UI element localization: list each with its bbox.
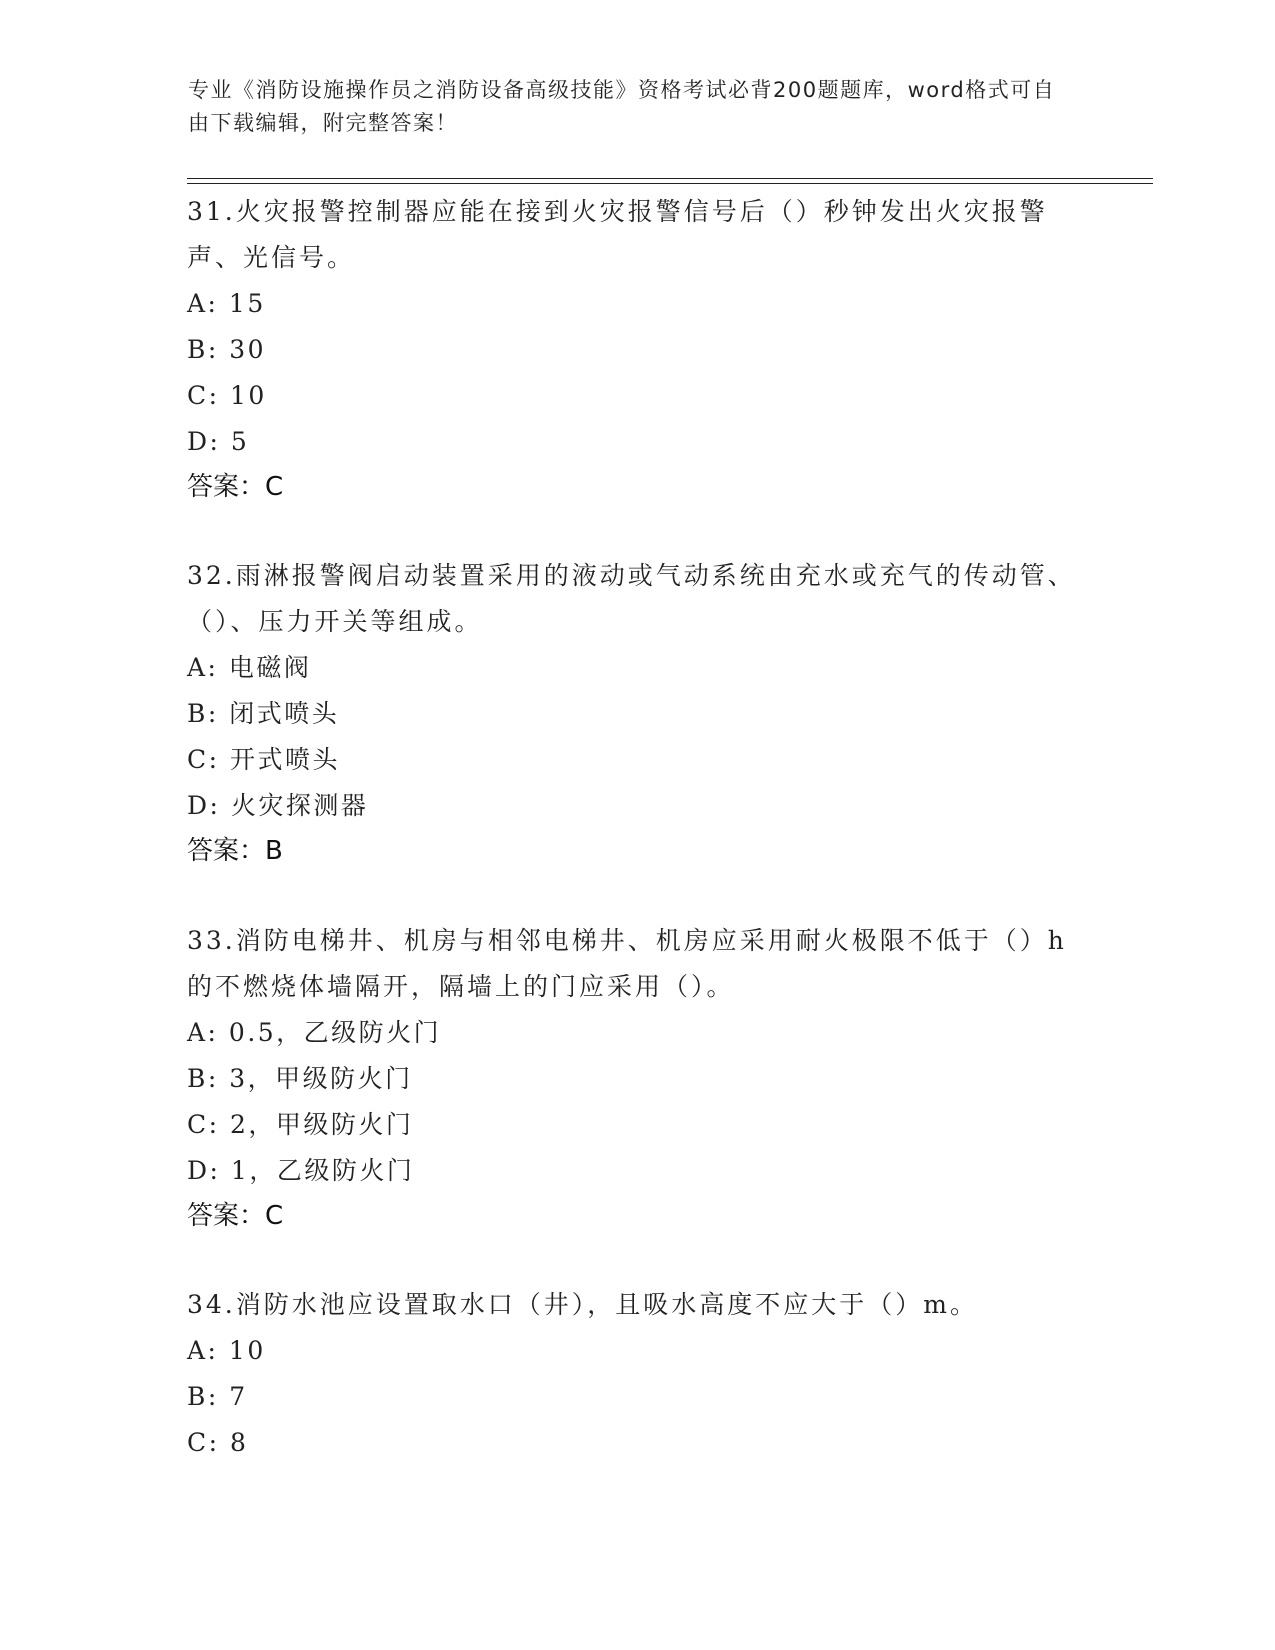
option-a: A: 0.5，乙级防火门	[187, 1018, 442, 1047]
option-a: A: 电磁阀	[187, 653, 312, 682]
option-b: B: 30	[187, 335, 267, 364]
option-d: D: 1，乙级防火门	[187, 1156, 415, 1185]
question-32	[187, 553, 1087, 873]
option-d: D: 5	[187, 427, 250, 456]
question-stem: 34.消防水池应设置取水口（井），且吸水高度不应大于（）m。	[187, 1290, 978, 1319]
option-c: C: 开式喷头	[187, 745, 340, 774]
question-31	[187, 189, 1087, 509]
option-b: B: 闭式喷头	[187, 699, 340, 728]
question-33	[187, 918, 1087, 1238]
option-a: A: 15	[187, 289, 266, 318]
document-header: 专业《消防设施操作员之消防设备高级技能》资格考试必背200题题库，word格式可自由下载编辑，附完整答案！	[188, 78, 1056, 135]
option-c: C: 2，甲级防火门	[187, 1110, 414, 1139]
answer-line: 答案：C	[187, 472, 284, 502]
option-b: B: 7	[187, 1382, 248, 1411]
option-c: C: 10	[187, 381, 267, 410]
question-stem: 33.消防电梯井、机房与相邻电梯井、机房应采用耐火极限不低于（）h的不燃烧体墙隔开，隔墙上的门应采用（）。	[187, 926, 1067, 1001]
option-b: B: 3，甲级防火门	[187, 1064, 413, 1093]
question-34	[187, 1282, 1087, 1466]
question-stem: 31.火灾报警控制器应能在接到火灾报警信号后（）秒钟发出火灾报警声、光信号。	[187, 197, 1048, 272]
answer-line: 答案：B	[187, 836, 283, 866]
answer-line: 答案：C	[187, 1201, 284, 1231]
question-stem: 32.雨淋报警阀启动装置采用的液动或气动系统由充水或充气的传动管、（）、压力开关等组成。	[187, 561, 1076, 636]
option-c: C: 8	[187, 1428, 249, 1457]
option-d: D: 火灾探测器	[187, 791, 369, 820]
header-divider-bottom	[187, 183, 1153, 184]
header-divider-top	[187, 178, 1153, 179]
option-a: A: 10	[187, 1336, 266, 1365]
